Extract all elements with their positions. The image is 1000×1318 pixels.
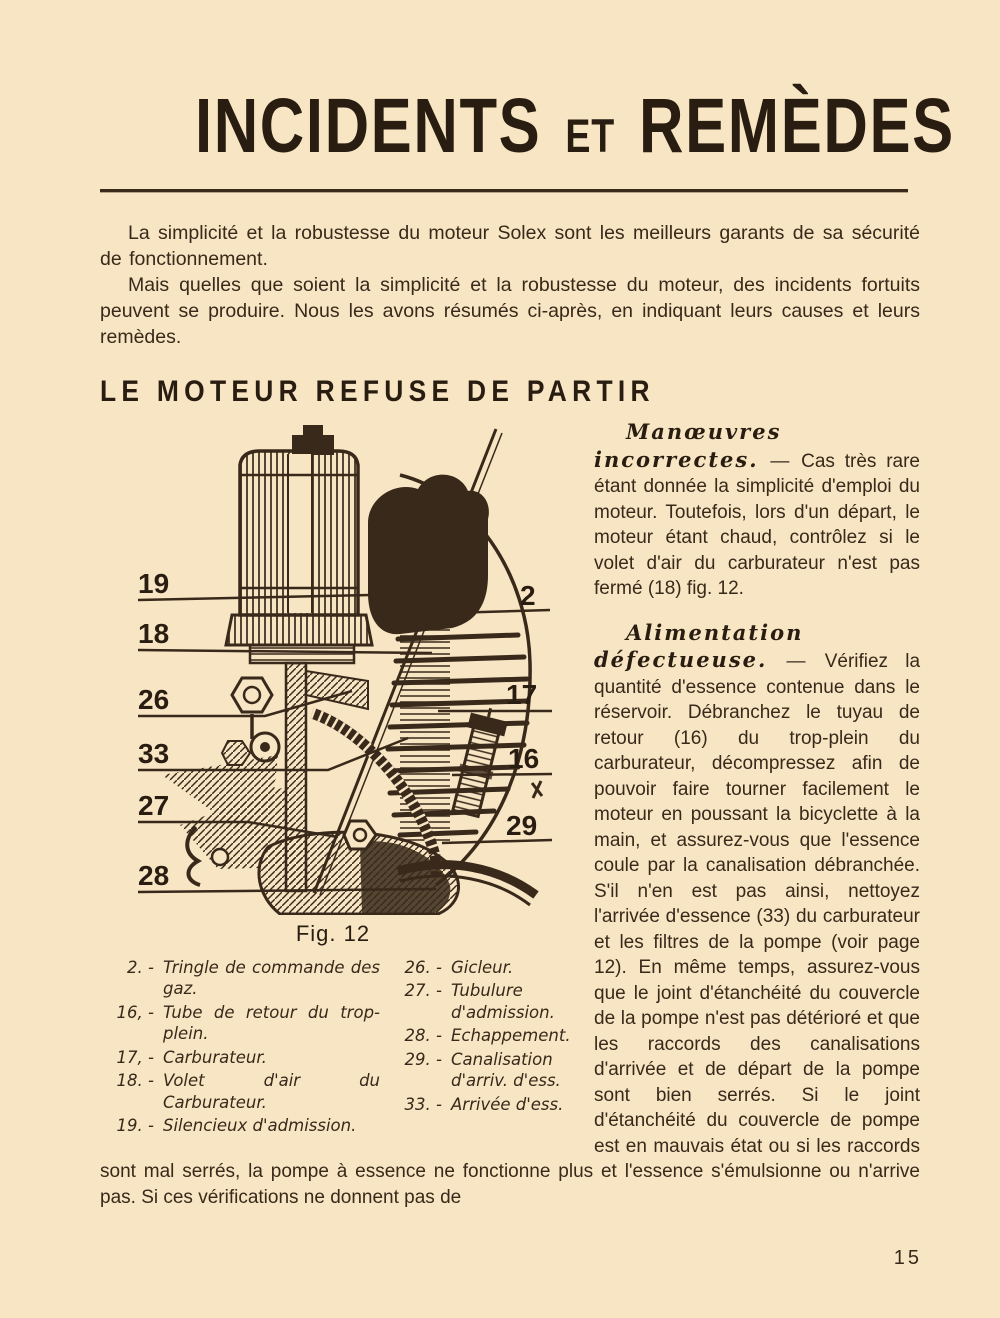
paragraph-body: Vérifiez la quantité d'essence contenue dans le réservoir. Débranchez le tuyau de retour (16) du trop-plein du carburateur, décompressez afin de pouvoir faire tourner facilement le moteur en poussant la bicyclette à la main, et assurez-vous que l'essence coule par la canalisation débranchée. S'il n'en est pas ainsi, nettoyez l'arrivée d'essence (33) du carburateur et les filtres de la pompe (voir page 12). En même temps, assurez-vous que le joint d'étanchéité du couvercle de la pompe n'est pas détérioré et que les raccords des canalisations d'arrivée et de départ de la pompe sont bien serrés. Si le joint d'étanchéité du couvercle de pompe est en mauvais état ou si les raccords sont mal serrés, la pompe à essence ne fonctionne plus et l'essence s'émulsionne ou n'arrive pas. Si ces vérifications ne donnent pas de — [100, 651, 921, 1208]
legend-item — [100, 1047, 380, 1069]
legend-item — [100, 957, 380, 1000]
ink-splat — [532, 781, 542, 798]
callout-28: 28 — [138, 860, 170, 891]
legend-text: Arrivée d'ess. — [451, 1094, 564, 1114]
legend-label: 29. - — [404, 1049, 442, 1069]
legend-text: Canalisation d'arriv. d'ess. — [451, 1049, 561, 1090]
callout-29: 29 — [506, 810, 538, 841]
callout-26: 26 — [138, 684, 170, 715]
callout-33: 33 — [138, 738, 170, 769]
legend-label: 33. - — [404, 1094, 442, 1114]
legend-item — [388, 1025, 580, 1047]
callout-18: 18 — [138, 618, 170, 649]
page-number: 15 — [893, 1247, 922, 1269]
legend-item — [388, 957, 580, 979]
legend-item — [388, 1049, 580, 1092]
page-header — [100, 83, 955, 192]
return-tube — [447, 704, 510, 818]
legend-text: Volet d'air du Carburateur. — [163, 1071, 380, 1112]
intro-paragraph-2: Mais quelles que soient la simplicité et la robustesse du moteur, des incidents fortuits peuvent se produire. Nous les avons résumés ci-après, en indiquant leurs causes et leurs remèdes. — [100, 274, 920, 348]
intro-section — [100, 220, 920, 350]
legend-label: 2. - — [127, 957, 154, 977]
section-heading: LE MOTEUR REFUSE DE PARTIR — [100, 375, 655, 408]
legend-item — [388, 1094, 580, 1116]
legend-item — [100, 1070, 380, 1113]
jet-hex-nut — [232, 678, 272, 712]
legend-text: Tringle de commande des gaz. — [163, 957, 380, 998]
legend-label: 27. - — [404, 981, 442, 1000]
legend-item — [100, 1002, 380, 1045]
legend-text: Tubulure d'admission. — [451, 981, 555, 1022]
callout-27: 27 — [138, 790, 170, 821]
legend-item — [388, 980, 580, 1023]
legend-text: Echappement. — [451, 1026, 571, 1045]
figure-block — [100, 423, 580, 1137]
legend-text: Silencieux d'admission. — [163, 1116, 357, 1135]
title-word-remedes: REMÈDES — [639, 83, 955, 169]
callout-19: 19 — [138, 568, 170, 599]
paragraph-heading: Alimentation défectueuse. — [594, 619, 804, 672]
legend-label: 18. - — [116, 1071, 154, 1090]
paragraph-body: Cas très rare étant donnée la simplicité d'emploi du moteur. Toutefois, lors d'un départ, le moteur étant chaud, contrôlez si le volet d'air du carburateur n'est pas fermé (18) fig. 12. — [594, 450, 921, 599]
intro-paragraph-1: La simplicité et la robustesse du moteur Solex sont les meilleurs garants de sa sécurité de fonctionnement. — [100, 222, 920, 270]
legend-label: 28. - — [404, 1026, 442, 1045]
legend-label: 17, - — [116, 1047, 154, 1067]
em-dash: — — [770, 450, 790, 472]
legend-text: Gicleur. — [451, 957, 514, 977]
title-word-et: ET — [565, 109, 616, 162]
legend-item — [100, 1115, 380, 1137]
title-word-incidents: INCIDENTS — [194, 83, 542, 169]
legend-text: Carburateur. — [163, 1047, 267, 1067]
callout-2: 2 — [520, 580, 536, 611]
legend-label: 19. - — [116, 1116, 154, 1135]
legend-column-right — [388, 957, 580, 1137]
intake-silencer — [226, 425, 372, 645]
choke-collar — [250, 645, 354, 663]
legend-label: 16, - — [116, 1002, 154, 1022]
figure-legend — [100, 957, 580, 1137]
paragraph-heading: Manœuvres incorrectes. — [594, 419, 782, 472]
figure-caption: Fig. 12 — [295, 921, 371, 946]
title-rule — [100, 189, 908, 192]
legend-text: Tube de retour du trop-plein. — [163, 1002, 380, 1043]
engine-diagram — [100, 423, 580, 915]
legend-column-left — [100, 957, 380, 1137]
content-section — [100, 419, 920, 1210]
callout-17: 17 — [506, 679, 538, 710]
legend-label: 26. - — [404, 957, 442, 977]
callout-16: 16 — [508, 743, 540, 774]
magneto-blob — [368, 475, 489, 635]
em-dash: — — [786, 651, 806, 672]
page-title — [100, 83, 955, 169]
